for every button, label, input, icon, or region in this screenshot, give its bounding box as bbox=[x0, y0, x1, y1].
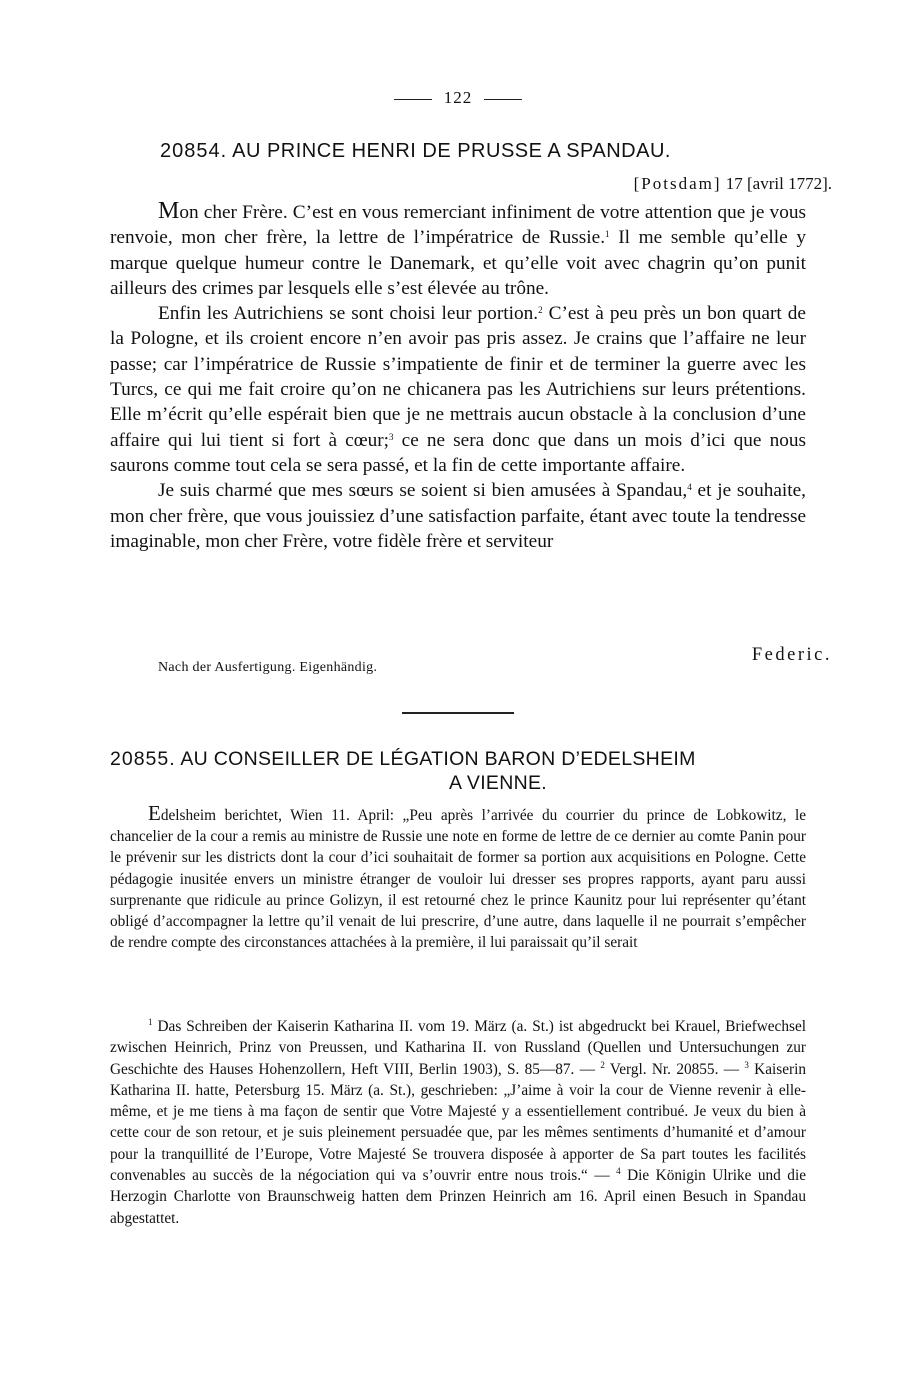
header-dash-left bbox=[394, 99, 432, 100]
paragraph-text: Il me semble qu’elle y marque quelque humeur contre le Danemark, et qu’elle voit avec chagrin qu’on punit ailleurs des crimes par lesquels elle s’est élevée au trône. bbox=[110, 227, 806, 299]
initial-capital: E bbox=[148, 801, 161, 825]
letter-1-paragraph-2 bbox=[110, 301, 806, 478]
footnote-mark: 1 bbox=[605, 229, 610, 240]
letter-1-title bbox=[160, 140, 810, 163]
dateline-place: [Potsdam] bbox=[633, 174, 722, 193]
footnote-mark: 3 bbox=[389, 431, 394, 442]
letter-2-number: 20855. bbox=[110, 748, 176, 770]
paragraph-text: C’est à peu près un bon quart de la Pologne, et ils croient encore n’en avoir pas pris assez. Je crains que l’affaire ne leur passe; car l’impératrice de Russie s’impatiente de finir et de terminer la guerre avec les Turcs, ce qui me fait croire qu’on ne chicanera pas les Autrichiens sur leurs prétentions. Elle m’écrit qu’elle espérait bien que je ne mettrais aucun obstacle à la conclusion d’une affaire qui lui tient si fort à cœur; bbox=[110, 303, 806, 451]
letter-2-body bbox=[110, 803, 806, 953]
signature: Federic. bbox=[751, 645, 832, 665]
letter-1-dateline bbox=[634, 174, 832, 194]
letter-2-title bbox=[110, 747, 806, 795]
paragraph-text: et je souhaite, mon cher frère, que vous jouissiez d’une satisfaction parfaite, étant avec toute la tendresse imaginable, mon cher Frère, votre fidèle frère et serviteur bbox=[110, 480, 806, 552]
footnote-mark: 1 bbox=[148, 1017, 153, 1027]
footnote-1: Das Schreiben der Kaiserin Katharina II. vom 19. März (a. St.) ist abgedruckt bei Krauel, Briefwechsel zwischen Heinrich, Prinz von Preussen, und Katharina II. von Russland (Quellen und Untersuchungen zur Geschichte des Hauses Hohenzollern, Heft VIII, Berlin 1903), S. 85—87. — bbox=[110, 1018, 806, 1078]
footnote-3: Kaiserin Katharina II. hatte, Petersburg 15. März (a. St.), geschrieben: „J’aime à voir la cour de Vienne revenir à elle-même, et je me tiens à ma façon de sentir que Votre Majesté y a essentiellement contribué. Je veux du bien à cette cour de son retour, et je suis pleinement persuadée que, par les mêmes sentiments d’humanité et d’amour pour la tranquillité de l’Europe, Votre Majesté Se trouvera disposée à apporter de Sa part toutes les facilités convenables au succès de la négociation qui va s’ouvrir entre nous trois.“ — bbox=[110, 1060, 806, 1185]
header-dash-right bbox=[484, 99, 522, 100]
footnotes bbox=[110, 1016, 806, 1229]
footnote-mark: 3 bbox=[744, 1059, 749, 1070]
letter-1-paragraph-1 bbox=[110, 199, 806, 301]
letter-2-heading-line-2: A VIENNE. bbox=[448, 772, 548, 794]
letter-1-body bbox=[110, 199, 806, 554]
footnote-4: Die Königin Ulrike und die Herzogin Charlotte von Braunschweig hatten dem Prinzen Heinrich am 16. April einen Besuch in Spandau abgestattet. bbox=[110, 1167, 806, 1227]
section-divider bbox=[402, 712, 514, 714]
paragraph-text: ce ne sera donc que dans un mois d’ici que nous saurons comme tout cela se sera passé, et la fin de cette importante affaire. bbox=[110, 429, 807, 476]
letter-1-heading: AU PRINCE HENRI DE PRUSSE A SPANDAU. bbox=[232, 140, 671, 162]
letter-1-number: 20854. bbox=[160, 140, 228, 162]
dateline-date: 17 [avril 1772]. bbox=[725, 174, 832, 193]
footnote-block bbox=[110, 1016, 806, 1229]
letter-2-heading-line-1: AU CONSEILLER DE LÉGATION BARON D’EDELSHEIM bbox=[180, 748, 696, 770]
source-note: Nach der Ausfertigung. Eigenhändig. bbox=[158, 660, 378, 675]
paragraph-text: on cher Frère. C’est en vous remerciant infiniment de votre attention que je vous renvoie, mon cher frère, la lettre de l’impératrice de Russie. bbox=[110, 202, 806, 249]
initial-capital: M bbox=[158, 198, 180, 224]
footnote-mark: 4 bbox=[616, 1166, 621, 1177]
footnote-mark: 2 bbox=[600, 1059, 605, 1070]
letter-2-paragraph-1 bbox=[110, 803, 806, 953]
paragraph-text: delsheim berichtet, Wien 11. April: „Peu après l’arrivée du courrier du prince de Lobkowitz, le chancelier de la cour a remis au ministre de Russie une note en forme de lettre de ce dernier au comte Panin pour le prévenir sur les districts dont la cour d’ici souhaitait de former sa portion aux acquisitions en Pologne. Cette pédagogie inusitée envers un ministre étranger de vouloir lui dresser ses propres rapports, ayant paru aussi surprenante que ridicule au prince Golizyn, il est retourné chez le prince Kaunitz pour lui représenter qu’étant obligé d’accompagner la lettre qu’il venait de lui prescrire, d’une autre, dans laquelle il ne pourrait s’empêcher de rendre compte des circonstances attachées à la première, il lui paraissait qu’il serait bbox=[110, 807, 806, 952]
footnote-2: Vergl. Nr. 20855. — bbox=[604, 1060, 745, 1078]
page-number: 122 bbox=[443, 88, 473, 107]
paragraph-text: Enfin les Autrichiens se sont choisi leur portion. bbox=[158, 303, 539, 325]
footnote-mark: 2 bbox=[538, 305, 543, 316]
page-number-header bbox=[110, 88, 806, 108]
letter-1-paragraph-3 bbox=[110, 478, 806, 554]
footnote-mark: 4 bbox=[687, 482, 692, 493]
paragraph-text: Je suis charmé que mes sœurs se soient si bien amusées à Spandau, bbox=[158, 480, 688, 502]
